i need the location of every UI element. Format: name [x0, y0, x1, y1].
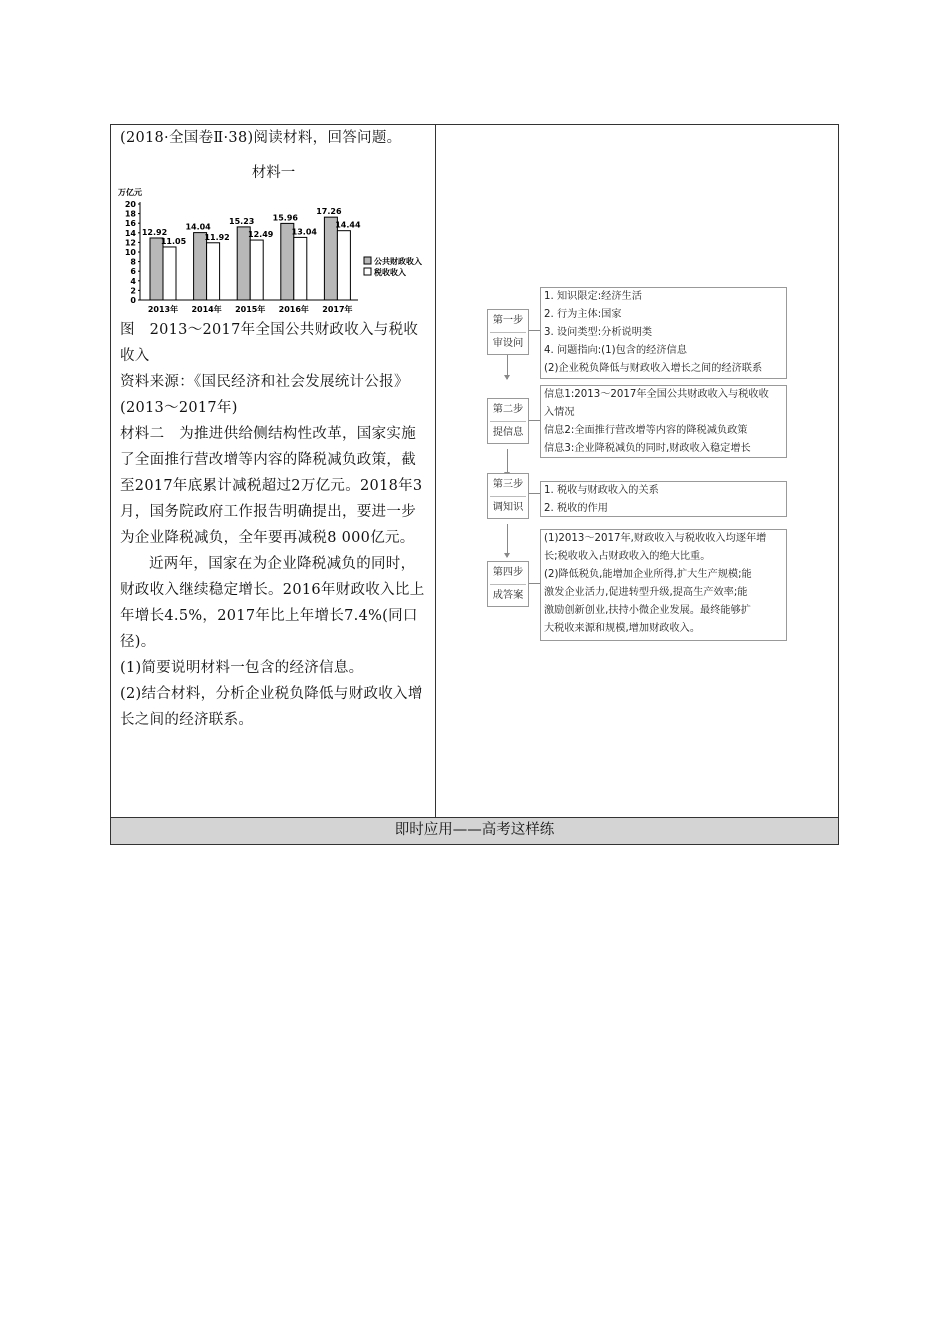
- step1-label: 第一步 审设问: [487, 309, 529, 355]
- y-tick-label: 10: [124, 248, 136, 257]
- data-label: 12.92: [141, 227, 168, 237]
- y-tick-label: 20: [124, 200, 136, 209]
- flow-arrow: [504, 553, 510, 558]
- bar-tax: [337, 231, 350, 300]
- data-label: 14.04: [185, 222, 211, 232]
- data-label: 12.49: [248, 230, 274, 240]
- bar-fiscal: [150, 238, 163, 300]
- step-link: [528, 583, 540, 584]
- y-tick-label: 6: [130, 267, 136, 277]
- data-label: 11.92: [204, 232, 230, 242]
- bar-chart: [118, 187, 426, 317]
- y-tick-label: 0: [130, 296, 136, 305]
- step3-label: 第三步 调知识: [487, 473, 529, 519]
- data-label: 15.96: [272, 213, 298, 223]
- data-label: 15.23: [229, 216, 255, 226]
- question-table: [110, 124, 839, 845]
- question-2: (2)结合材料，分析企业税负降低与财政收入增长之间的经济联系。: [120, 686, 423, 728]
- source-note: 资料来源：《国民经济和社会发展统计公报》(2013～2017年): [120, 374, 409, 416]
- figure-caption: 图 2013～2017年全国公共财政收入与税收收入: [120, 322, 419, 364]
- material2-paragraph1: 材料二 为推进供给侧结构性改革，国家实施了全面推行营改增等内容的降税减负政策，截至2017年底累计减税超过2万亿元。2018年3月，国务院政府工作报告明确提出，要进一步为企业降税减负，全年要再减税8 000亿元。: [120, 426, 423, 546]
- y-tick-label: 12: [124, 238, 136, 248]
- step-link: [528, 420, 540, 421]
- question-intro: (2018·全国卷Ⅱ·38)阅读材料，回答问题。: [120, 130, 402, 146]
- y-tick-label: 14: [124, 228, 136, 238]
- bar-tax: [207, 243, 220, 300]
- step1-content: 1. 知识限定:经济生活 2. 行为主体:国家 3. 设问类型:分析说明类 4. 问题指向:(1)包含的经济信息 (2)企业税负降低与财政收入增长之间的经济联系: [540, 287, 787, 379]
- material2-paragraph2: 近两年，国家在为企业降税减负的同时，财政收入继续稳定增长。2016年财政收入比上年增长4.5%，2017年比上年增长7.4%(同口径)。: [120, 556, 425, 650]
- x-tick-label: 2017年: [322, 305, 353, 314]
- section-footer: 即时应用——高考这样练: [111, 817, 838, 844]
- step2-label: 第二步 提信息: [487, 398, 529, 444]
- y-tick-label: 8: [130, 257, 136, 267]
- data-label: 13.04: [291, 227, 317, 237]
- bar-tax: [163, 247, 176, 300]
- legend-label: 公共财政收入: [374, 257, 422, 266]
- bar-tax: [250, 240, 263, 300]
- question-1: (1)简要说明材料一包含的经济信息。: [120, 660, 364, 676]
- material1-title: 材料一: [251, 165, 296, 181]
- x-tick-label: 2015年: [235, 305, 266, 314]
- step-link: [528, 493, 540, 494]
- step3-content: 1. 税收与财政收入的关系 2. 税收的作用: [540, 481, 787, 517]
- y-tick-label: 16: [124, 219, 136, 229]
- bar-tax: [294, 237, 307, 300]
- y-axis-label: 万亿元: [118, 188, 142, 197]
- x-tick-label: 2014年: [191, 305, 222, 314]
- y-tick-label: 18: [124, 209, 136, 219]
- step-link: [528, 330, 540, 331]
- step4-content: (1)2013～2017年,财政收入与税收收入均逐年增 长;税收收入占财政收入的绝大比重。 (2)降低税负,能增加企业所得,扩大生产规模;能 激发企业活力,促进转型升级,提高生产效率;能 激励创新创业,扶持小微企业发展。最终能够扩 大税收来源和规模,增加财政收入。: [540, 529, 787, 641]
- legend-swatch: [364, 268, 371, 275]
- flow-arrow: [504, 375, 510, 380]
- y-tick-label: 4: [130, 276, 136, 286]
- analysis-column: [436, 125, 838, 817]
- legend-swatch: [364, 257, 371, 264]
- x-tick-label: 2013年: [147, 305, 179, 314]
- step4-label: 第四步 成答案: [487, 561, 529, 607]
- data-label: 17.26: [316, 207, 342, 217]
- y-tick-label: 2: [130, 286, 136, 296]
- bar-fiscal: [194, 233, 207, 300]
- data-label: 11.05: [160, 236, 187, 246]
- x-tick-label: 2016年: [278, 305, 309, 314]
- question-column: [111, 125, 436, 817]
- legend-label: 税收收入: [374, 268, 406, 277]
- step2-content: 信息1:2013～2017年全国公共财政收入与税收收 入情况 信息2:全面推行营改增等内容的降税减负政策 信息3:企业降税减负的同时,财政收入稳定增长: [540, 385, 787, 458]
- data-label: 14.44: [335, 220, 361, 230]
